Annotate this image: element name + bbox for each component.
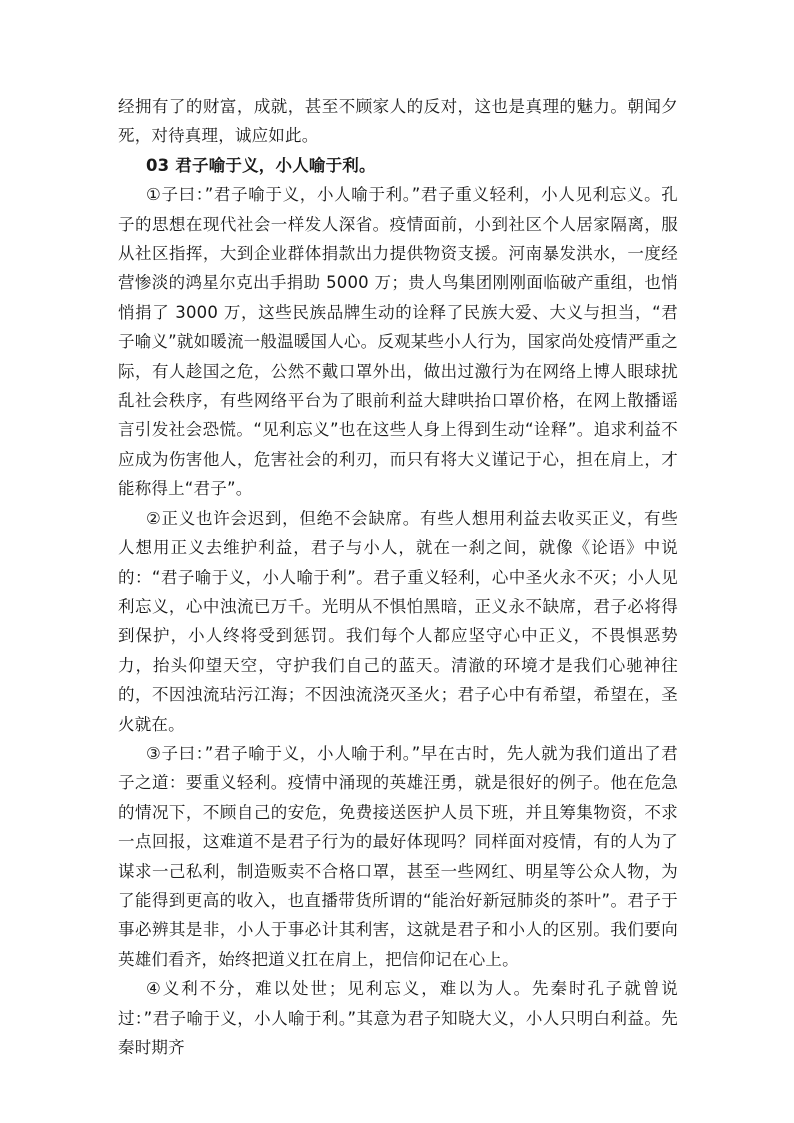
document-body (118, 92, 678, 1062)
paragraph-1: ①子曰：”君子喻于义，小人喻于利。”君子重义轻利，小人见利忘义。孔子的思想在现代社会一样发人深省。疫情面前，小到社区个人居家隔离，服从社区指挥，大到企业群体捐款出力提供物资支援。河南暴发洪水，一度经营惨淡的鸿星尔克出手捐助 5000 万；贵人鸟集团刚刚面临破产重组，也悄悄捐了 3000 万，这些民族品牌生动的诠释了民族大爱、大义与担当，“君子喻义”就如暖流一般温暖国人心。反观某些小人行为，国家尚处疫情严重之际，有人趁国之危，公然不戴口罩外出，做出过激行为在网络上博人眼球扰乱社会秩序，有些网络平台为了眼前利益大肆哄抬口罩价格，在网上散播谣言引发社会恐慌。“见利忘义”也在这些人身上得到生动“诠释”。追求利益不应成为伤害他人，危害社会的利刃，而只有将大义谨记于心，担在肩上，才能称得上“君子”。 (118, 185, 678, 499)
paragraph-4: ④义利不分，难以处世；见利忘义，难以为人。先秦时孔子就曾说过：”君子喻于义，小人喻于利。”其意为君子知晓大义，小人只明白利益。先秦时期齐 (118, 979, 678, 1057)
continuation-paragraph: 经拥有了的财富，成就，甚至不顾家人的反对，这也是真理的魅力。朝闻夕死，对待真理，诚应如此。 (118, 97, 678, 146)
section-heading: 03 君子喻于义，小人喻于利。 (146, 155, 376, 175)
paragraph-3: ③子曰：”君子喻于义，小人喻于利。”早在古时，先人就为我们道出了君子之道：要重义轻利。疫情中涌现的英雄汪勇，就是很好的例子。他在危急的情况下，不顾自己的安危，免费接送医护人员下班，并且筹集物资，不求一点回报，这难道不是君子行为的最好体现吗？同样面对疫情，有的人为了谋求一己私利，制造贩卖不合格口罩，甚至一些网红、明星等公众人物，为了能得到更高的收入，也直播带货所谓的“能治好新冠肺炎的茶叶”。君子于事必辨其是非，小人于事必计其利害，这就是君子和小人的区别。我们要向英雄们看齐，始终把道义扛在肩上，把信仰记在心上。 (118, 743, 678, 969)
paragraph-2: ②正义也许会迟到，但绝不会缺席。有些人想用利益去收买正义，有些人想用正义去维护利益，君子与小人，就在一刹之间，就像《论语》中说的：“君子喻于义，小人喻于利”。君子重义轻利，心中圣火永不灭；小人见利忘义，心中浊流已万千。光明从不惧怕黑暗，正义永不缺席，君子必将得到保护，小人终将受到惩罚。我们每个人都应坚守心中正义，不畏惧恶势力，抬头仰望天空，守护我们自己的蓝天。清澈的环境才是我们心驰神往的，不因浊流玷污江海；不因浊流浇灭圣火；君子心中有希望，希望在，圣火就在。 (118, 508, 678, 734)
